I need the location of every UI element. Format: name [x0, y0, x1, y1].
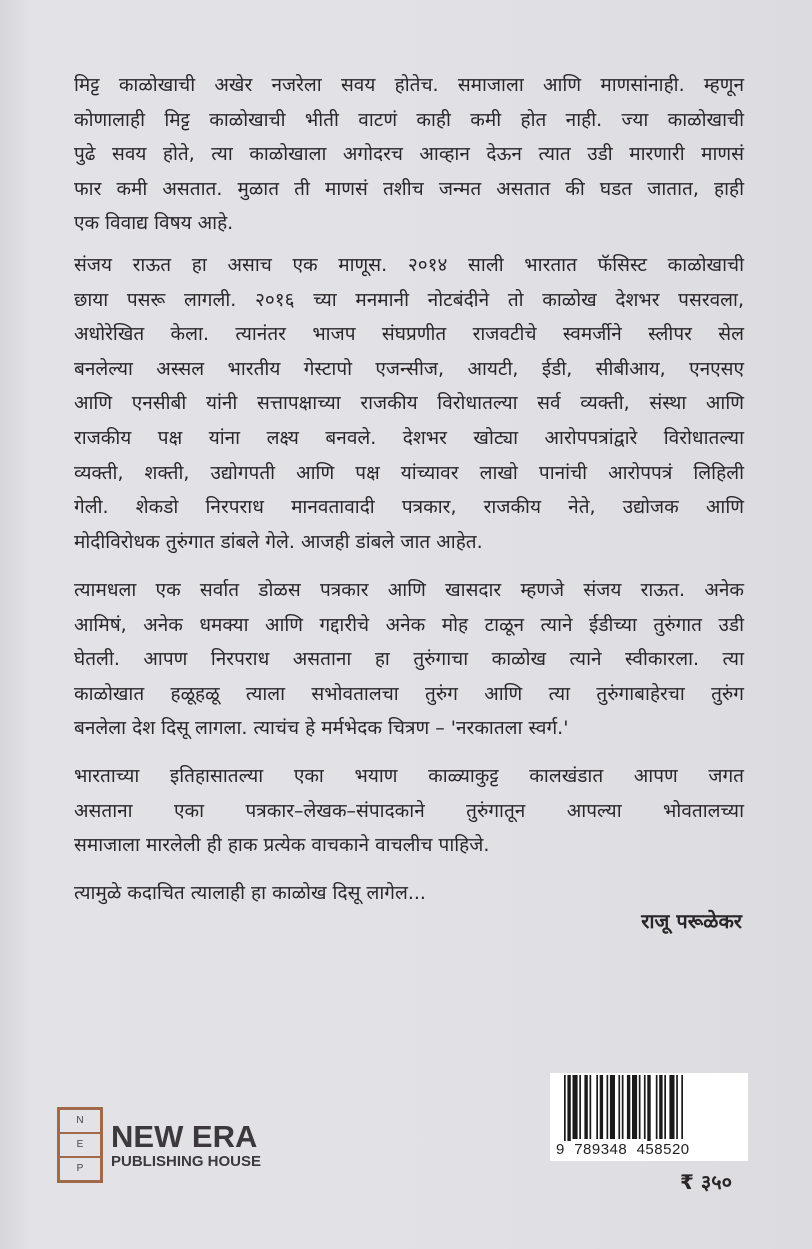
text-line: कोणालाही मिट्ट काळोखाची भीती वाटणं काही कमी होत नाही. ज्या काळोखाची [74, 108, 744, 131]
publisher-name: NEW ERA [111, 1118, 258, 1154]
text-line: बनलेल्या अस्सल भारतीय गेस्टापो एजन्सीज, आयटी, ईडी, सीबीआय, एनएसए [74, 357, 744, 380]
isbn-barcode [550, 1073, 748, 1161]
logo-letter: N [60, 1110, 100, 1134]
barcode-bar [681, 1075, 683, 1139]
barcode-bar [584, 1075, 587, 1139]
text-line: असताना एका पत्रकार–लेखक–संपादकाने तुरुंगातून आपल्या भोवतालच्या [74, 799, 744, 822]
barcode-bar [622, 1075, 624, 1139]
blurb-paragraph-4 [74, 759, 744, 863]
barcode-bar [627, 1075, 630, 1139]
blurb-paragraph-2 [74, 248, 744, 559]
text-line: काळोखात हळूहळू त्याला सभोवतालचा तुरुंग आणि त्या तुरुंगाबाहेरचा तुरुंग [74, 682, 744, 705]
bookshelf-logo-icon [57, 1107, 103, 1183]
barcode-bar [567, 1075, 570, 1141]
isbn-prefix: 9 [556, 1141, 565, 1158]
barcode-bar [573, 1075, 578, 1139]
barcode-bar [656, 1075, 658, 1139]
text-line: समाजाला मारलेली ही हाक प्रत्येक वाचकाने वाचलीच पाहिजे. [74, 834, 490, 857]
barcode-bar [564, 1075, 566, 1141]
isbn-number [556, 1141, 690, 1158]
barcode-bar [659, 1075, 662, 1139]
text-line: त्यामुळे कदाचित त्यालाही हा काळोख दिसू लागेल... [74, 882, 426, 904]
text-line: पुढे सवय होते, त्या काळोखाला अगोदरच आव्हान देऊन त्यात उडी मारणारी माणसं [74, 143, 744, 166]
text-line: फार कमी असतात. मुळात ती माणसं तशीच जन्मत असतात की घडत जातात, हाही [74, 177, 744, 200]
barcode-bar [579, 1075, 581, 1139]
isbn-group-2: 458520 [636, 1141, 690, 1158]
text-line: त्यामधला एक सर्वात डोळस पत्रकार आणि खासदार म्हणजे संजय राऊत. अनेक [74, 579, 744, 601]
publisher-logo [57, 1107, 261, 1183]
text-line: आमिषं, अनेक धमक्या आणि गद्दारीचे अनेक मोह टाळून त्याने ईडीच्या तुरुंगात उडी [74, 613, 744, 636]
barcode-bars [564, 1075, 736, 1141]
text-line: व्यक्ती, शक्ती, उद्योगपती आणि पक्ष यांच्यावर लाखो पानांची आरोपपत्रं लिहिली [74, 461, 744, 484]
barcode-bar [669, 1075, 674, 1139]
barcode-bar [639, 1075, 641, 1139]
barcode-bar [664, 1075, 666, 1139]
barcode-bar [596, 1075, 598, 1139]
barcode-bar [590, 1075, 592, 1139]
blurb-paragraph-5 [74, 876, 744, 911]
text-line: भारताच्या इतिहासातल्या एका भयाण काळ्याकुट्ट कालखंडात आपण जगत [74, 765, 744, 787]
text-line: राजकीय पक्ष यांना लक्ष्य बनवले. देशभर खोट्या आरोपपत्रांद्वारे विरोधातल्या [74, 426, 744, 449]
text-line: आणि एनसीबी यांनी सत्तापक्षाच्या राजकीय विरोधातल्या सर्व व्यक्ती, संस्था आणि [74, 392, 744, 415]
price: ₹ ३५० [680, 1170, 733, 1194]
text-line: घेतली. आपण निरपराध असताना हा तुरुंगाचा काळोख त्याने स्वीकारला. त्या [74, 648, 744, 671]
text-line: गेली. शेकडो निरपराध मानवतावादी पत्रकार, राजकीय नेते, उद्योजक आणि [74, 496, 744, 519]
logo-letter: P [76, 1163, 84, 1174]
text-line: अधोरेखित केला. त्यानंतर भाजप संघप्रणीत राजवटीचे स्वमर्जीने स्लीपर सेल [74, 323, 744, 346]
barcode-bar [676, 1075, 678, 1139]
text-line: मोदीविरोधक तुरुंगात डांबले गेले. आजही डांबले जात आहेत. [74, 530, 483, 553]
author-signature: राजू परूळेकर [641, 909, 742, 933]
barcode-bar [647, 1075, 650, 1141]
blurb-paragraph-1 [74, 68, 744, 241]
blurb-paragraph-3 [74, 573, 744, 746]
text-line: बनलेला देश दिसू लागला. त्याचंच हे मर्मभेदक चित्रण – 'नरकातला स्वर्ग.' [74, 717, 569, 740]
text-line: एक विवाद्य विषय आहे. [74, 212, 234, 235]
barcode-bar [610, 1075, 615, 1139]
barcode-bar [607, 1075, 609, 1139]
barcode-bar [600, 1075, 603, 1139]
text-line: छाया पसरू लागली. २०१६ च्या मनमानी नोटबंदीने तो काळोख देशभर पसरवला, [74, 288, 744, 311]
isbn-group-1: 789348 [574, 1141, 628, 1158]
text-line: संजय राऊत हा असाच एक माणूस. २०१४ साली भारतात फॅसिस्ट काळोखाची [74, 254, 744, 276]
publisher-subtitle: PUBLISHING HOUSE [111, 1152, 262, 1170]
barcode-bar [632, 1075, 637, 1139]
logo-letter: E [60, 1134, 100, 1158]
barcode-bar [644, 1075, 646, 1139]
barcode-bar [618, 1075, 620, 1139]
text-line: मिट्ट काळोखाची अखेर नजरेला सवय होतेच. समाजाला आणि माणसांनाही. म्हणून [74, 74, 744, 96]
